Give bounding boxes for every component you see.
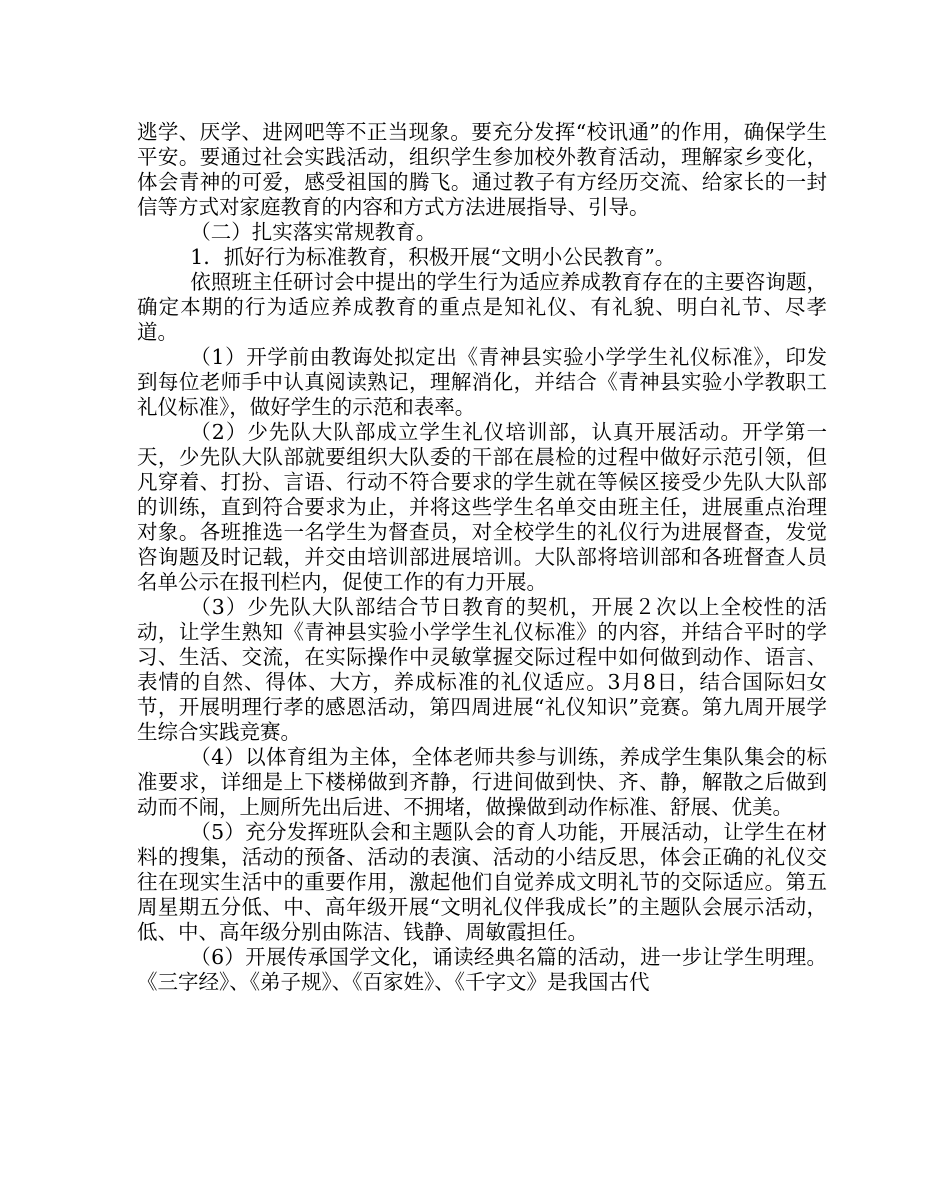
paragraph-item-2: （2）少先队大队部成立学生礼仪培训部，认真开展活动。开学第一天，少先队大队部就要组织大队委的干部在晨检的过程中做好示范引领，但凡穿着、打扮、言语、行动不符合要求的学生就在等候区接受少先队大队部的训练，直到符合要求为止，并将这些学生名单交由班主任，进展重点治理对象。各班推选一名学生为督查员，对全校学生的礼仪行为进展督查，发觉咨询题及时记载，并交由培训部进展培训。大队部将培训部和各班督查人员名单公示在报刊栏内，促使工作的有力开展。 <box>137 420 827 594</box>
paragraph-continuation: 逃学、厌学、进网吧等不正当现象。要充分发挥“校讯通”的作用，确保学生平安。要通过社会实践活动，组织学生参加校外教育活动，理解家乡变化，体会青神的可爱，感受祖国的腾飞。通过教子有方经历交流、给家长的一封信等方式对家庭教育的内容和方式方法进展指导、引导。 <box>137 120 827 219</box>
paragraph-item-5: （5）充分发挥班队会和主题队会的育人功能，开展活动，让学生在材料的搜集，活动的预备、活动的表演、活动的小结反思，体会正确的礼仪交往在现实生活中的重要作用，激起他们自觉养成文明礼节的交际适应。第五周星期五分低、中、高年级开展“文明礼仪伴我成长”的主题队会展示活动，低、中、高年级分别由陈洁、钱静、周敏霞担任。 <box>137 820 827 944</box>
section-heading: （二）扎实落实常规教育。 <box>190 220 437 244</box>
paragraph-item-3: （3）少先队大队部结合节日教育的契机，开展２次以上全校性的活动，让学生熟知《青神县实验小学学生礼仪标准》的内容，并结合平时的学习、生活、交流，在实际操作中灵敏掌握交际过程中如何做到动作、语言、表情的自然、得体、大方，养成标准的礼仪适应。3月8日，结合国际妇女节，开展明理行孝的感恩活动，第四周进展“礼仪知识”竞赛。第九周开展学生综合实践竞赛。 <box>137 595 827 744</box>
paragraph-item-4: （4）以体育组为主体，全体老师共参与训练，养成学生集队集会的标准要求，详细是上下楼梯做到齐静，行进间做到快、齐、静，解散之后做到动而不闹，上厕所先出后进、不拥堵，做操做到动作标准、舒展、优美。 <box>137 745 827 819</box>
subsection-heading: 1．抓好行为标准教育，积极开展“文明小公民教育”。 <box>190 245 676 269</box>
paragraph-item-6: （6）开展传承国学文化，诵读经典名篇的活动，进一步让学生明理。《三字经》、《弟子规》、《百家姓》、《千字文》是我国古代 <box>137 945 827 994</box>
paragraph-intro: 依照班主任研讨会中提出的学生行为适应养成教育存在的主要咨询题，确定本期的行为适应养成教育的重点是知礼仪、有礼貌、明白礼节、尽孝道。 <box>137 270 827 344</box>
document-body <box>137 120 827 995</box>
paragraph-item-1: （1）开学前由教诲处拟定出《青神县实验小学学生礼仪标准》，印发到每位老师手中认真阅读熟记，理解消化，并结合《青神县实验小学教职工礼仪标准》，做好学生的示范和表率。 <box>137 345 827 419</box>
